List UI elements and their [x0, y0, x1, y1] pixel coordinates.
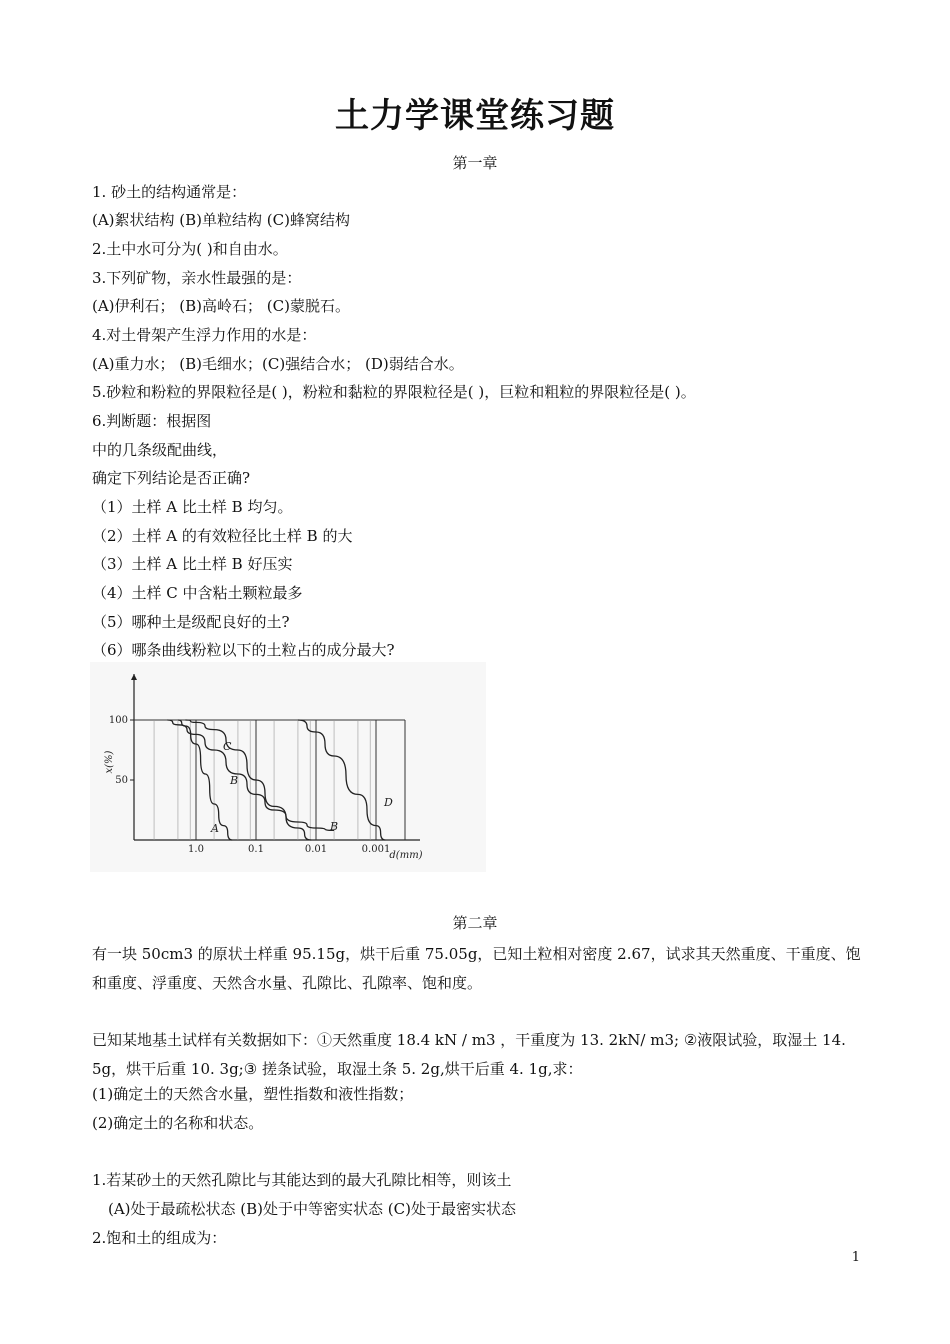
- question-6-item: （6）哪条曲线粉粒以下的土粒占的成分最大?: [92, 641, 395, 659]
- question-4-options: (A)重力水； (B)毛细水；(C)强结合水； (D)弱结合水。: [92, 355, 464, 373]
- grading-curve-svg: [90, 662, 486, 872]
- x-tick-label: 0.1: [248, 844, 264, 855]
- grading-curve-chart: [90, 662, 486, 872]
- y-axis-label: x(%): [104, 750, 115, 774]
- curve-label-b: B: [330, 820, 339, 833]
- question-6-line-2: 中的几条级配曲线，: [92, 441, 228, 459]
- page-number: 1: [851, 1250, 860, 1265]
- curve-label-a: A: [211, 822, 219, 835]
- question-6-item: （4）土样 C 中含粘土颗粒最多: [92, 584, 303, 602]
- chapter-heading: 第二章: [452, 914, 498, 932]
- question-4: 4.对土骨架产生浮力作用的水是：: [92, 326, 317, 344]
- question-6-line-3: 确定下列结论是否正确?: [92, 469, 251, 487]
- y-tick-label: 100: [108, 715, 128, 726]
- problem-2-item: (1)确定土的天然含水量，塑性指数和液性指数；: [92, 1085, 414, 1103]
- x-tick-label: 1.0: [188, 844, 204, 855]
- problem-2: 已知某地基土试样有关数据如下：①天然重度 18.4 kN / m3 ，干重度为 13. 2kN/ m3; ②液限试验，取湿土 14. 5g，烘干后重 10. 3g;③ 搓条试验，取湿土条 5. 2g,烘干后重 4. 1g,求：: [92, 1031, 846, 1078]
- curve-label-b: B: [230, 774, 239, 787]
- question-6-item: （5）哪种土是级配良好的土?: [92, 613, 290, 631]
- problem-2-item: (2)确定土的名称和状态。: [92, 1114, 264, 1132]
- question-1-options: (A)絮状结构 (B)单粒结构 (C)蜂窝结构: [92, 211, 350, 229]
- problem-1: 有一块 50cm3 的原状土样重 95.15g，烘干后重 75.05g，已知土粒相对密度 2.67，试求其天然重度、干重度、饱和重度、浮重度、天然含水量、孔隙比、孔隙率、饱和度。: [92, 945, 861, 992]
- x-tick-label: 0.01: [304, 844, 328, 855]
- question-6-line-1: 6.判断题：根据图: [92, 412, 212, 430]
- question-3: 3.下列矿物，亲水性最强的是：: [92, 269, 302, 287]
- question-6-item: （1）土样 A 比土样 B 均匀。: [92, 498, 293, 516]
- curve-label-d: D: [384, 796, 393, 809]
- question-6-item: （2）土样 A 的有效粒径比土样 B 的大: [92, 527, 353, 545]
- question-7-options: (A)处于最疏松状态 (B)处于中等密实状态 (C)处于最密实状态: [108, 1200, 516, 1218]
- question-3-options: (A)伊利石； (B)高岭石； (C)蒙脱石。: [92, 297, 350, 315]
- document-title: 土力学课堂练习题: [335, 96, 615, 136]
- question-1: 1. 砂土的结构通常是：: [92, 183, 247, 201]
- question-7: 1.若某砂土的天然孔隙比与其能达到的最大孔隙比相等，则该土: [92, 1171, 512, 1189]
- question-5: 5.砂粒和粉粒的界限粒径是( )，粉粒和黏粒的界限粒径是( )，巨粒和粗粒的界限粒径是( )。: [92, 383, 696, 401]
- x-tick-label: 0.001: [361, 844, 391, 855]
- question-2: 2.土中水可分为( )和自由水。: [92, 240, 288, 258]
- question-6-item: （3）土样 A 比土样 B 好压实: [92, 555, 293, 573]
- curve-label-c: C: [223, 740, 232, 753]
- x-axis-label: d(mm): [389, 850, 423, 861]
- question-8: 2.饱和土的组成为：: [92, 1229, 227, 1247]
- y-tick-label: 50: [115, 775, 128, 786]
- chapter-heading: 第一章: [452, 154, 498, 172]
